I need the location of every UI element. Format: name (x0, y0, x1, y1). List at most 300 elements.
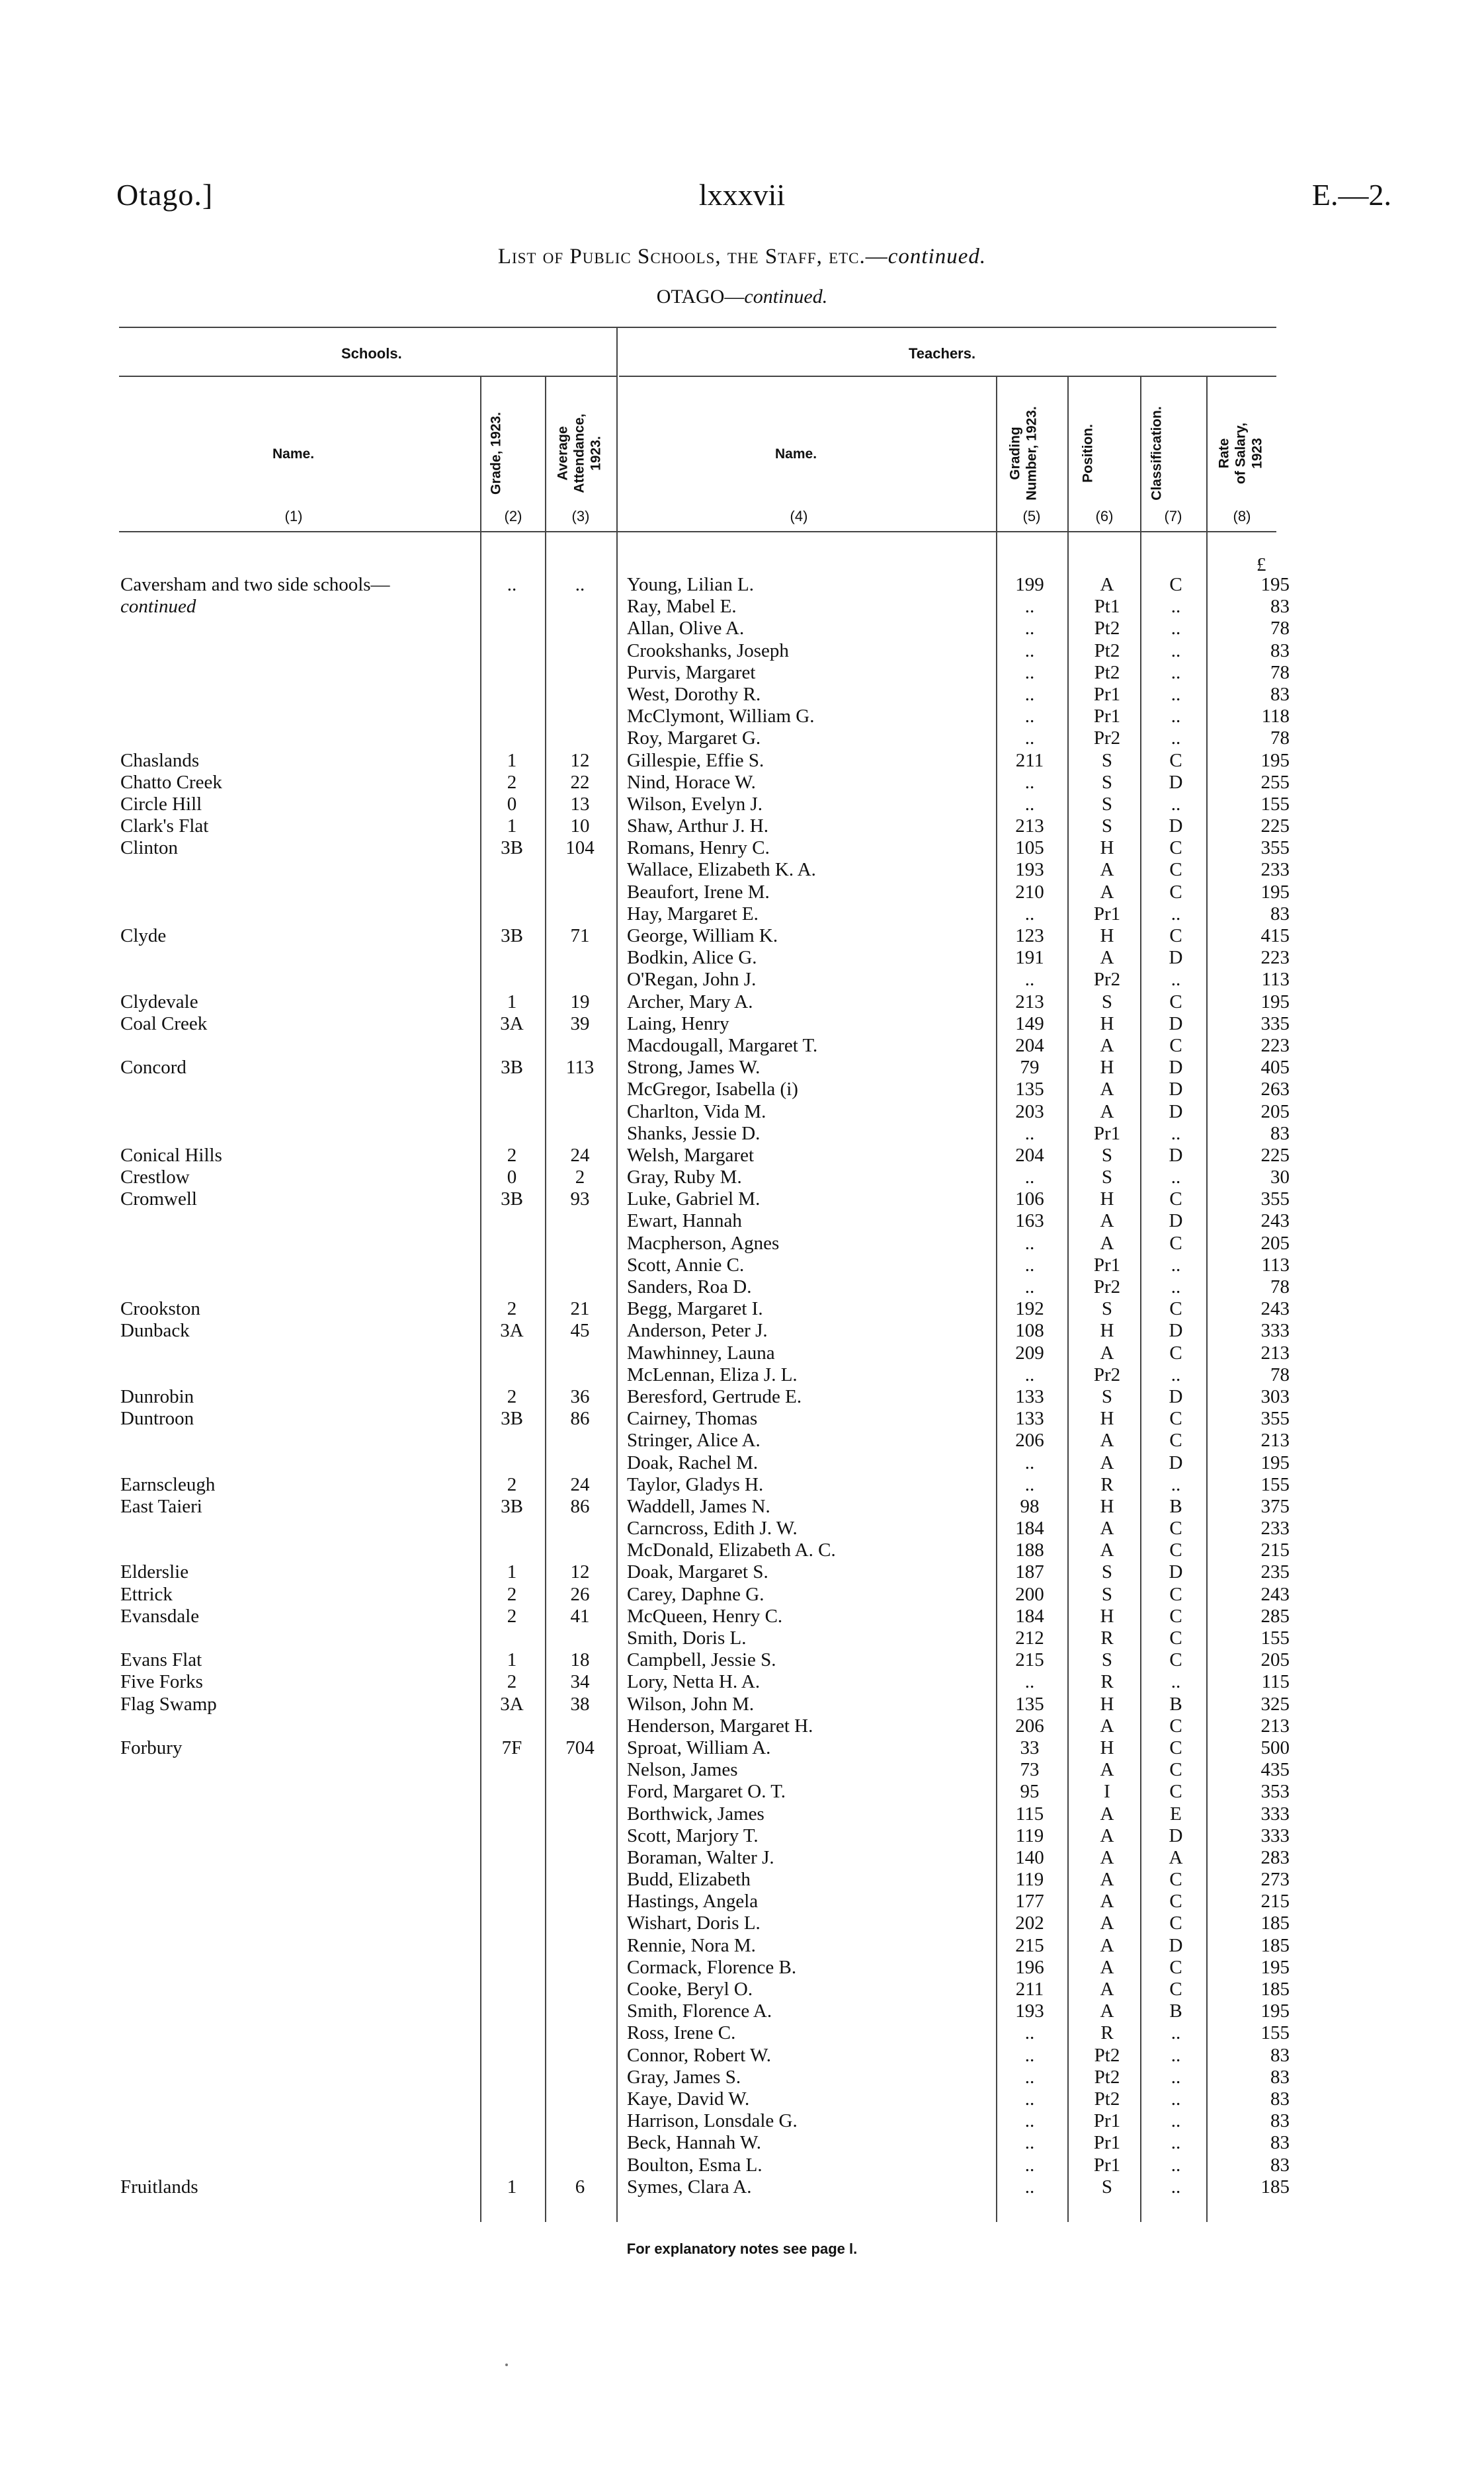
teacher-name-cell: Kaye, David W. (627, 2088, 750, 2110)
school-name-cell: Clark's Flat (120, 815, 209, 837)
classification-cell: .. (1171, 2066, 1181, 2088)
table-row (0, 662, 1484, 684)
table-row (0, 1891, 1484, 1913)
attendance-cell: 41 (570, 1605, 590, 1627)
teacher-name-cell: Archer, Mary A. (627, 991, 753, 1012)
grading-number-cell: 133 (1015, 1408, 1044, 1430)
classification-cell: D (1169, 1210, 1183, 1232)
attendance-cell: 34 (570, 1671, 590, 1693)
grading-number-cell: .. (1024, 683, 1035, 705)
teacher-name-cell: Smith, Florence A. (627, 2000, 772, 2022)
position-cell: Pr2 (1093, 727, 1121, 749)
grading-number-cell: 119 (1015, 1825, 1044, 1846)
position-cell: Pr1 (1093, 1122, 1121, 1144)
salary-cell: 83 (1270, 2154, 1290, 2176)
grading-number-cell: .. (1024, 727, 1035, 749)
table-row (0, 1035, 1484, 1057)
classification-cell: .. (1171, 1671, 1181, 1693)
grading-number-cell: .. (1024, 2088, 1035, 2110)
teacher-name-cell: Hay, Margaret E. (627, 903, 759, 925)
teacher-name-cell: Crookshanks, Joseph (627, 639, 789, 661)
table-row (0, 2088, 1484, 2110)
salary-cell: 195 (1260, 1956, 1290, 1978)
position-cell: Pr2 (1093, 969, 1121, 991)
grade-cell: 2 (507, 1473, 517, 1495)
grading-number-cell: 211 (1015, 749, 1044, 771)
teacher-name-cell: McLennan, Eliza J. L. (627, 1364, 798, 1385)
salary-cell: 225 (1260, 815, 1290, 837)
salary-cell: 185 (1260, 1979, 1290, 2000)
document-code: E.—2. (1311, 178, 1391, 212)
grade-cell: 3A (500, 1012, 524, 1034)
grading-number-cell: .. (1024, 2066, 1035, 2088)
position-cell: R (1100, 2022, 1114, 2044)
salary-cell: 155 (1260, 793, 1290, 815)
position-cell: Pr1 (1093, 683, 1121, 705)
classification-cell: C (1169, 1759, 1182, 1781)
attendance-cell: 71 (570, 925, 590, 946)
grading-number-cell: 202 (1015, 1913, 1044, 1934)
attendance-cell: 36 (570, 1385, 590, 1407)
classification-cell: D (1169, 1057, 1183, 1079)
salary-cell: 235 (1260, 1561, 1290, 1583)
position-cell: Pr2 (1093, 1276, 1121, 1297)
position-cell: H (1100, 837, 1114, 859)
teacher-name-cell: Smith, Doris L. (627, 1627, 747, 1649)
table-row (0, 1079, 1484, 1100)
grade-cell: 1 (507, 2176, 517, 2198)
school-name-cell: Dunback (120, 1320, 190, 1342)
salary-cell: 83 (1270, 2088, 1290, 2110)
grading-number-cell: 199 (1015, 574, 1044, 595)
header-section-label: Otago.] (116, 178, 214, 212)
teacher-name-cell: Rennie, Nora M. (627, 1934, 756, 1956)
position-cell: S (1101, 991, 1113, 1012)
grading-number-cell: 184 (1015, 1518, 1044, 1540)
school-name-cell: Five Forks (120, 1671, 203, 1693)
teacher-name-cell: Carncross, Edith J. W. (627, 1518, 798, 1540)
classification-cell: .. (1171, 1254, 1181, 1276)
position-cell: A (1100, 1891, 1114, 1913)
grading-number-cell: 204 (1015, 1034, 1044, 1056)
position-cell: H (1100, 1012, 1114, 1034)
grading-number-cell: .. (1024, 2022, 1035, 2044)
page-title (0, 245, 1484, 269)
classification-cell: C (1169, 1979, 1182, 2000)
position-cell: H (1100, 1737, 1114, 1758)
table-row (0, 837, 1484, 859)
table-row (0, 903, 1484, 925)
salary-cell: 215 (1260, 1540, 1290, 1561)
salary-cell: 78 (1270, 1364, 1290, 1385)
salary-cell: 333 (1260, 1803, 1290, 1825)
classification-cell: C (1169, 1583, 1182, 1605)
school-name-cell: Fruitlands (120, 2176, 198, 2198)
position-cell: Pt2 (1094, 2066, 1120, 2088)
teacher-name-cell: Hastings, Angela (627, 1891, 759, 1913)
salary-cell: 213 (1260, 1430, 1290, 1452)
grading-number-cell: .. (1024, 596, 1035, 618)
teacher-name-cell: Laing, Henry (627, 1012, 729, 1034)
table-row (0, 1430, 1484, 1452)
column-number: (7) (1164, 508, 1182, 524)
salary-cell: 185 (1260, 1934, 1290, 1956)
teacher-name-cell: Purvis, Margaret (627, 661, 756, 683)
salary-cell: 435 (1260, 1759, 1290, 1781)
teacher-name-cell: Nelson, James (627, 1759, 738, 1781)
grade-cell: 2 (507, 771, 517, 793)
table-row (0, 969, 1484, 991)
classification-cell: C (1169, 1627, 1182, 1649)
grading-number-cell: 213 (1015, 815, 1044, 837)
table-row (0, 1869, 1484, 1891)
teacher-name-cell: Wishart, Doris L. (627, 1913, 761, 1934)
table-row (0, 1123, 1484, 1145)
table-row (0, 794, 1484, 815)
teacher-name-cell: Macpherson, Agnes (627, 1232, 780, 1254)
school-name-cell: Concord (120, 1057, 186, 1079)
attendance-cell: 6 (575, 2176, 585, 2198)
teacher-name-cell: Scott, Annie C. (627, 1254, 745, 1276)
position-cell: A (1100, 1759, 1114, 1781)
classification-cell: D (1169, 1452, 1183, 1473)
table-row (0, 2176, 1484, 2198)
position-cell: Pr2 (1093, 1364, 1121, 1385)
classification-cell: C (1169, 749, 1182, 771)
attendance-cell: 104 (565, 837, 595, 859)
grade-cell: 1 (507, 815, 517, 837)
currency-symbol: £ (1257, 554, 1266, 575)
table-row (0, 1825, 1484, 1847)
position-cell: H (1100, 1605, 1114, 1627)
grading-number-cell: .. (1024, 1364, 1035, 1385)
position-cell: A (1100, 1934, 1114, 1956)
teacher-name-cell: Budd, Elizabeth (627, 1869, 751, 1891)
classification-cell: .. (1171, 969, 1181, 991)
salary-cell: 243 (1260, 1583, 1290, 1605)
classification-cell: .. (1171, 1276, 1181, 1297)
classification-cell: .. (1171, 706, 1181, 727)
attendance-cell: 24 (570, 1473, 590, 1495)
table-row (0, 882, 1484, 903)
classification-cell: D (1169, 1144, 1183, 1166)
attendance-cell: 12 (570, 1561, 590, 1583)
grading-number-cell: 119 (1015, 1869, 1044, 1891)
grade-cell: 3B (501, 925, 523, 946)
school-name-cell: Crookston (120, 1298, 200, 1320)
position-cell: S (1101, 2176, 1113, 2198)
teacher-name-cell: Ray, Mabel E. (627, 596, 737, 618)
grading-number-cell: .. (1024, 771, 1035, 793)
school-name-cell: Clinton (120, 837, 179, 859)
classification-cell: .. (1171, 1364, 1181, 1385)
salary-cell: 325 (1260, 1693, 1290, 1715)
teacher-name-cell: Strong, James W. (627, 1057, 761, 1079)
position-cell: A (1100, 1956, 1114, 1978)
salary-cell: 83 (1270, 1122, 1290, 1144)
attendance-cell: 18 (570, 1649, 590, 1671)
grading-number-cell: .. (1024, 1452, 1035, 1473)
region-title (0, 286, 1484, 308)
salary-cell: 185 (1260, 2176, 1290, 2198)
position-cell: A (1100, 1869, 1114, 1891)
classification-cell: C (1169, 1781, 1182, 1803)
table-row (0, 1188, 1484, 1210)
table-row (0, 727, 1484, 749)
position-cell: A (1100, 1540, 1114, 1561)
teacher-name-cell: Ross, Irene C. (627, 2022, 736, 2044)
salary-cell: 195 (1260, 2000, 1290, 2022)
position-cell: A (1100, 1210, 1114, 1232)
teacher-name-cell: Gray, James S. (627, 2066, 741, 2088)
table-row (0, 1847, 1484, 1869)
grading-number-cell: .. (1024, 1122, 1035, 1144)
salary-cell: 195 (1260, 991, 1290, 1012)
salary-cell: 113 (1261, 969, 1290, 991)
table-row (0, 1452, 1484, 1474)
teacher-name-cell: Nind, Horace W. (627, 771, 756, 793)
salary-cell: 243 (1260, 1210, 1290, 1232)
grading-number-cell: 193 (1015, 859, 1044, 881)
salary-cell: 333 (1260, 1320, 1290, 1342)
teacher-name-cell: Gray, Ruby M. (627, 1167, 742, 1188)
grade-cell: 3B (501, 1495, 523, 1517)
teacher-name-cell: Carey, Daphne G. (627, 1583, 764, 1605)
grading-number-cell: 140 (1015, 1846, 1044, 1868)
grading-number-cell: 98 (1020, 1495, 1040, 1517)
salary-cell: 78 (1270, 661, 1290, 683)
grade-cell: 3B (501, 837, 523, 859)
grading-number-cell: 133 (1015, 1385, 1044, 1407)
classification-cell: C (1169, 1956, 1182, 1978)
school-name-cell: Coal Creek (120, 1012, 208, 1034)
classification-cell: C (1169, 1034, 1182, 1056)
teacher-name-cell: Young, Lilian L. (627, 574, 755, 595)
table-row (0, 1408, 1484, 1430)
table-row (0, 1320, 1484, 1342)
table-row (0, 2000, 1484, 2022)
position-cell: A (1100, 1715, 1114, 1737)
teacher-name-cell: Doak, Margaret S. (627, 1561, 768, 1583)
classification-cell: C (1169, 925, 1182, 946)
table-row (0, 1957, 1484, 1979)
grading-number-cell: 149 (1015, 1012, 1044, 1034)
teacher-name-cell: Macdougall, Margaret T. (627, 1034, 818, 1056)
region-italic: continued. (744, 286, 828, 308)
salary-cell: 83 (1270, 596, 1290, 618)
attendance-cell: 113 (565, 1057, 595, 1079)
grading-number-cell: 184 (1015, 1605, 1044, 1627)
position-cell: A (1100, 881, 1114, 903)
position-cell: S (1101, 1649, 1113, 1671)
salary-cell: 205 (1260, 1100, 1290, 1122)
grading-number-cell: .. (1024, 2110, 1035, 2132)
position-cell: A (1100, 2000, 1114, 2022)
grading-number-cell: 203 (1015, 1100, 1044, 1122)
grade-cell: 2 (507, 1671, 517, 1693)
attendance-cell: 45 (570, 1320, 590, 1342)
classification-cell: .. (1171, 2044, 1181, 2066)
attendance-cell: 704 (565, 1737, 595, 1758)
salary-cell: 415 (1260, 925, 1290, 946)
classification-cell: C (1169, 1605, 1182, 1627)
teacher-name-cell: Campbell, Jessie S. (627, 1649, 776, 1671)
classification-cell: C (1169, 1188, 1182, 1210)
salary-cell: 83 (1270, 2132, 1290, 2154)
salary-cell: 285 (1260, 1605, 1290, 1627)
table-row (0, 1145, 1484, 1167)
grading-number-cell: 211 (1015, 1979, 1044, 2000)
attendance-cell: 12 (570, 749, 590, 771)
teacher-name-cell: Mawhinney, Launa (627, 1342, 775, 1364)
position-cell: A (1100, 859, 1114, 881)
grading-number-cell: .. (1024, 1473, 1035, 1495)
table-row (0, 1715, 1484, 1737)
grading-number-cell: 33 (1020, 1737, 1040, 1758)
attendance-cell: 13 (570, 793, 590, 815)
school-name-cell: Crestlow (120, 1167, 190, 1188)
salary-cell: 195 (1260, 1452, 1290, 1473)
grading-number-cell: 215 (1015, 1934, 1044, 1956)
classification-cell: D (1169, 1934, 1183, 1956)
grade-cell: 2 (507, 1144, 517, 1166)
position-cell: R (1100, 1473, 1114, 1495)
grading-number-cell: .. (1024, 2044, 1035, 2066)
grading-number-cell: 196 (1015, 1956, 1044, 1978)
grading-number-cell: .. (1024, 639, 1035, 661)
position-cell: A (1100, 1232, 1114, 1254)
grading-number-cell: 191 (1015, 947, 1044, 969)
position-cell: Pr1 (1093, 706, 1121, 727)
attendance-heading: Average Attendance, 1923. (555, 413, 604, 493)
table-row (0, 1935, 1484, 1957)
position-cell: H (1100, 1320, 1114, 1342)
classification-cell: B (1169, 1495, 1182, 1517)
teacher-name-cell: Ewart, Hannah (627, 1210, 742, 1232)
attendance-cell: 38 (570, 1693, 590, 1715)
classification-cell: .. (1171, 2154, 1181, 2176)
salary-cell: 205 (1260, 1649, 1290, 1671)
grade-cell: 0 (507, 1167, 517, 1188)
column-number: (5) (1022, 508, 1041, 524)
school-name-cell: Elderslie (120, 1561, 189, 1583)
grade-cell: 1 (507, 749, 517, 771)
classification-cell: D (1169, 1320, 1183, 1342)
teacher-name-cell: Romans, Henry C. (627, 837, 770, 859)
table-row (0, 925, 1484, 947)
school-name-cell: Duntroon (120, 1408, 194, 1430)
salary-cell: 273 (1260, 1869, 1290, 1891)
grade-cell: 3B (501, 1408, 523, 1430)
salary-cell: 83 (1270, 683, 1290, 705)
salary-cell: 78 (1270, 618, 1290, 639)
teacher-name-cell: Waddell, James N. (627, 1495, 770, 1517)
grading-number-cell: 200 (1015, 1583, 1044, 1605)
teacher-name-cell: Stringer, Alice A. (627, 1430, 761, 1452)
teacher-name-cell: Shaw, Arthur J. H. (627, 815, 769, 837)
classification-cell: C (1169, 1430, 1182, 1452)
grading-number-cell: 187 (1015, 1561, 1044, 1583)
salary-cell: 83 (1270, 2044, 1290, 2066)
grading-number-cell: .. (1024, 1276, 1035, 1297)
grade-cell: 2 (507, 1385, 517, 1407)
salary-cell: 223 (1260, 1034, 1290, 1056)
classification-cell: .. (1171, 596, 1181, 618)
salary-cell: 30 (1270, 1167, 1290, 1188)
position-cell: R (1100, 1671, 1114, 1693)
table-row (0, 1671, 1484, 1693)
table-row (0, 1057, 1484, 1079)
teacher-name-cell: Scott, Marjory T. (627, 1825, 759, 1846)
classification-cell: C (1169, 881, 1182, 903)
teacher-name-heading: Name. (775, 446, 817, 462)
page-speck (505, 2364, 508, 2366)
teacher-name-cell: Welsh, Margaret (627, 1144, 755, 1166)
position-cell: H (1100, 1693, 1114, 1715)
grading-number-cell: 210 (1015, 881, 1044, 903)
teacher-name-cell: Anderson, Peter J. (627, 1320, 768, 1342)
teacher-name-cell: Cooke, Beryl O. (627, 1979, 753, 2000)
table-row (0, 1167, 1484, 1188)
table-row (0, 947, 1484, 969)
position-cell: Pt2 (1094, 618, 1120, 639)
teacher-name-cell: Harrison, Lonsdale G. (627, 2110, 798, 2132)
table-row (0, 1364, 1484, 1386)
salary-cell: 185 (1260, 1913, 1290, 1934)
classification-cell: C (1169, 1869, 1182, 1891)
grading-number-cell: 188 (1015, 1540, 1044, 1561)
teacher-name-cell: O'Regan, John J. (627, 969, 757, 991)
teacher-name-cell: Henderson, Margaret H. (627, 1715, 813, 1737)
table-row (0, 574, 1484, 596)
grade-cell: 3A (500, 1320, 524, 1342)
classification-cell: D (1169, 1100, 1183, 1122)
school-name-cell: Clydevale (120, 991, 198, 1012)
classification-cell: D (1169, 1079, 1183, 1100)
table-row (0, 1584, 1484, 1606)
classification-cell: D (1169, 1561, 1183, 1583)
salary-cell: 225 (1260, 1144, 1290, 1166)
salary-cell: 155 (1260, 2022, 1290, 2044)
classification-cell: D (1169, 1012, 1183, 1034)
teacher-name-cell: McClymont, William G. (627, 706, 815, 727)
classification-cell: C (1169, 1298, 1182, 1320)
position-cell: I (1104, 1781, 1110, 1803)
table-row (0, 991, 1484, 1013)
grading-number-cell: 206 (1015, 1430, 1044, 1452)
grading-number-cell: 73 (1020, 1759, 1040, 1781)
classification-cell: C (1169, 1540, 1182, 1561)
attendance-cell: .. (575, 574, 585, 595)
classification-cell: C (1169, 1232, 1182, 1254)
classification-cell: C (1169, 1715, 1182, 1737)
table-row (0, 1694, 1484, 1715)
salary-cell: 500 (1260, 1737, 1290, 1758)
grading-number-cell: .. (1024, 903, 1035, 925)
attendance-cell: 21 (570, 1298, 590, 1320)
grade-cell: 3B (501, 1057, 523, 1079)
title-italic: continued. (887, 245, 987, 268)
teacher-name-cell: Wilson, John M. (627, 1693, 755, 1715)
position-cell: S (1101, 1561, 1113, 1583)
position-cell: A (1100, 1100, 1114, 1122)
classification-cell: C (1169, 991, 1182, 1012)
schools-group-heading: Schools. (341, 345, 402, 362)
teacher-name-cell: Allan, Olive A. (627, 618, 745, 639)
salary-cell: 215 (1260, 1891, 1290, 1913)
position-cell: A (1100, 1803, 1114, 1825)
position-cell: A (1100, 574, 1114, 595)
